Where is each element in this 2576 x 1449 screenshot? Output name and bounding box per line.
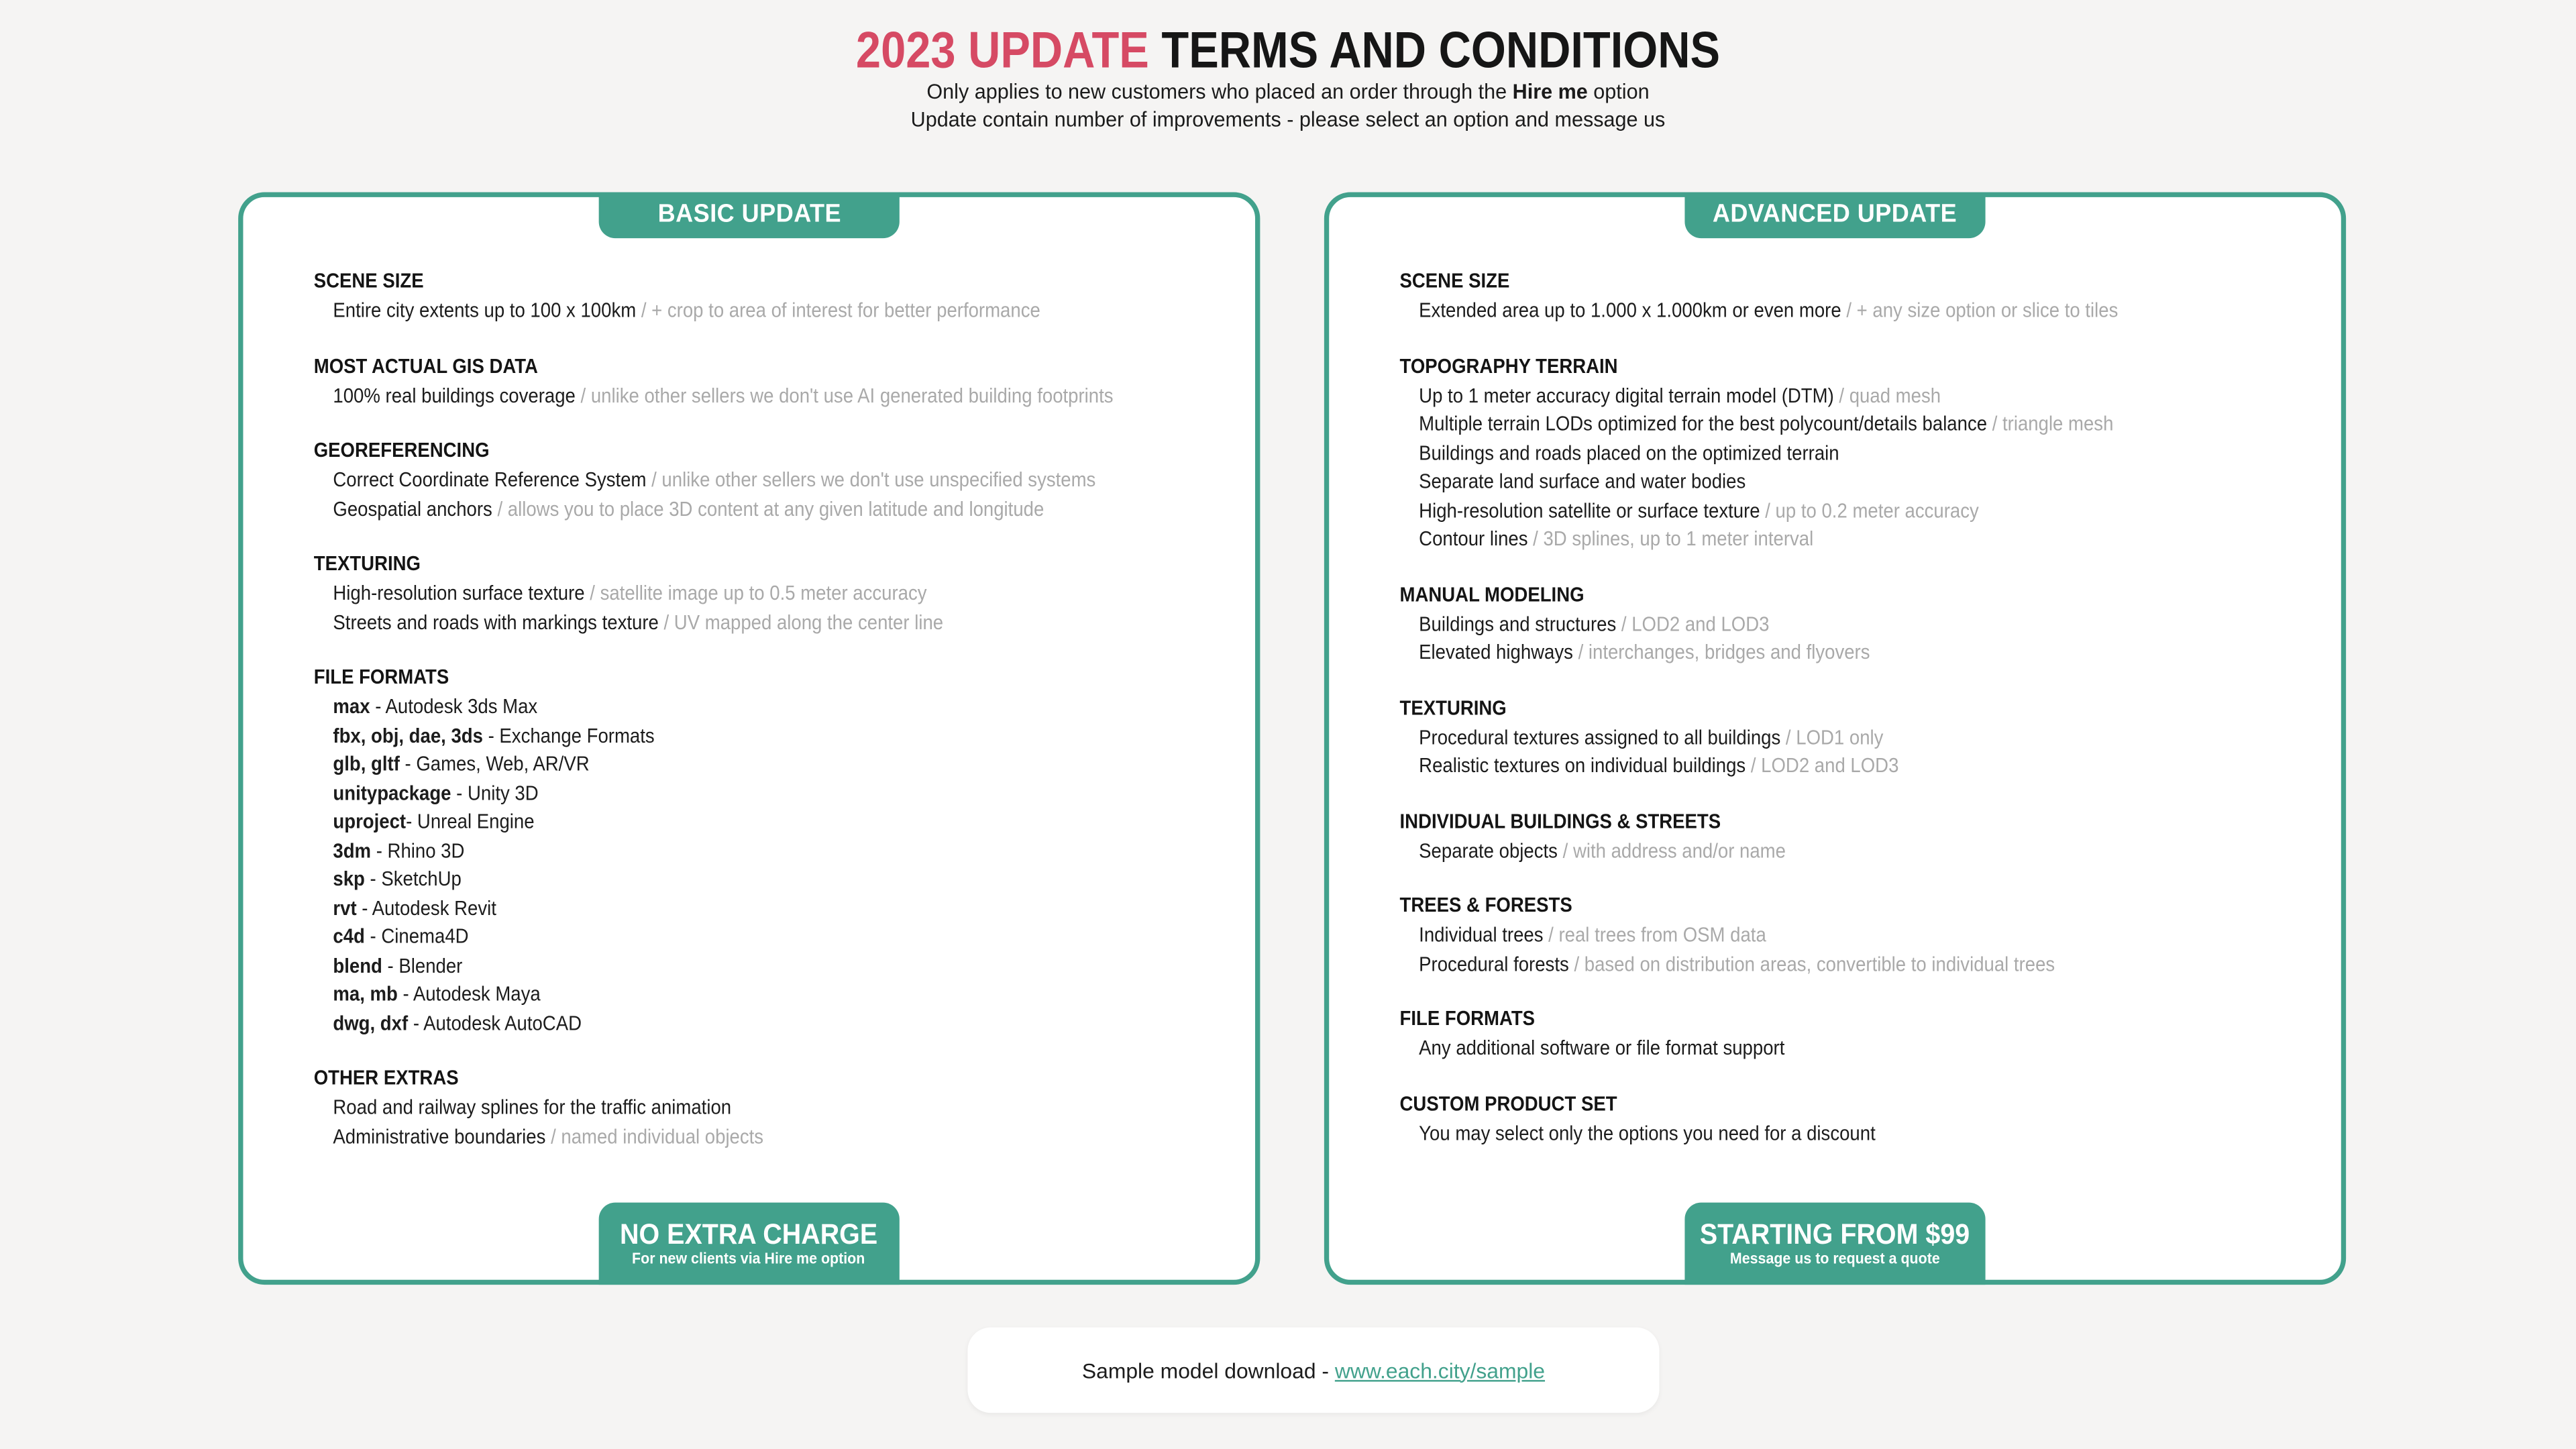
section-heading: INDIVIDUAL BUILDINGS & STREETS	[1399, 809, 1721, 833]
feature-text: - SketchUp	[364, 867, 462, 891]
advanced-update-tab	[1684, 193, 1985, 239]
feature-note: / unlike other sellers we don't use AI generated building footprints	[580, 383, 1114, 407]
subtitle-line-2: Update contain number of improvements - please select an option and message us	[910, 105, 1666, 131]
section-heading: FILE FORMATS	[313, 665, 449, 689]
section-texturing	[1400, 696, 2312, 781]
feature-format: fbx, obj, dae, 3ds	[333, 723, 483, 747]
feature-text: - Autodesk 3ds Max	[370, 694, 538, 718]
sample-download-text: Sample model download -	[1081, 1358, 1335, 1383]
feature-text: 100% real buildings coverage	[333, 383, 581, 407]
section-heading: GEOREFERENCING	[313, 438, 490, 462]
feature-text: Realistic textures on individual buildings	[1419, 754, 1751, 777]
basic-update-content	[314, 270, 1226, 1180]
section-heading: TEXTURING	[313, 551, 421, 576]
section-heading: TREES & FORESTS	[1399, 894, 1572, 917]
feature-format: max	[333, 694, 370, 718]
feature-item	[1400, 411, 2220, 439]
feature-text: - Autodesk AutoCAD	[408, 1011, 582, 1034]
subtitle-bold: Hire me	[1512, 78, 1588, 104]
title-accent: 2023 UPDATE	[855, 21, 1149, 79]
feature-item	[314, 952, 1134, 981]
feature-note: / satellite image up to 0.5 meter accuracy	[590, 581, 927, 605]
feature-item	[314, 722, 1134, 751]
feature-note: / quad mesh	[1839, 383, 1941, 407]
feature-note: / named individual objects	[551, 1124, 764, 1148]
feature-note: / LOD2 and LOD3	[1750, 754, 1899, 777]
feature-format: dwg, dxf	[333, 1011, 409, 1034]
feature-text: Extended area up to 1.000 x 1.000km or even more	[1419, 299, 1847, 323]
subtitle-text: option	[1587, 78, 1650, 104]
section-texturing	[314, 552, 1226, 637]
feature-text: Buildings and roads placed on the optimized terrain	[1419, 441, 1839, 464]
feature-item	[314, 467, 1134, 496]
title-main: TERMS AND CONDITIONS	[1148, 21, 1721, 79]
feature-text: High-resolution satellite or surface texture	[1419, 498, 1766, 522]
feature-item	[314, 1094, 1134, 1123]
feature-text: - Games, Web, AR/VR	[399, 752, 590, 775]
banner-subtitle: Message us to request a quote	[1730, 1250, 1940, 1269]
feature-format: unitypackage	[333, 781, 451, 804]
feature-item	[314, 1010, 1134, 1038]
feature-format: blend	[333, 953, 382, 977]
feature-item	[314, 866, 1134, 895]
feature-text: Individual trees	[1419, 923, 1549, 947]
feature-format: 3dm	[333, 839, 372, 862]
feature-item	[314, 837, 1134, 866]
feature-item	[1400, 382, 2220, 411]
feature-note: / allows you to place 3D content at any given latitude and longitude	[497, 496, 1044, 521]
feature-item	[314, 382, 1134, 411]
feature-note: / interchanges, bridges and flyovers	[1578, 641, 1870, 664]
feature-text: - Autodesk Maya	[397, 982, 541, 1006]
feature-text: Administrative boundaries	[333, 1124, 551, 1148]
section-custom-product-set	[1400, 1091, 2312, 1148]
feature-note: / + crop to area of interest for better performance	[641, 299, 1040, 323]
feature-format: ma, mb	[333, 982, 398, 1006]
feature-text: Separate objects	[1419, 839, 1563, 862]
section-individual-buildings-streets	[1400, 809, 2312, 865]
section-file-formats	[1400, 1007, 2312, 1063]
feature-item	[1400, 922, 2220, 951]
basic-update-card	[238, 193, 1260, 1285]
feature-item	[314, 608, 1134, 637]
feature-item	[1400, 526, 2220, 555]
feature-note: / 3D splines, up to 1 meter interval	[1533, 527, 1814, 551]
feature-item	[314, 981, 1134, 1010]
feature-format: skp	[333, 867, 365, 891]
feature-item	[314, 693, 1134, 722]
feature-format: glb, gltf	[333, 752, 400, 775]
feature-note: / up to 0.2 meter accuracy	[1765, 498, 1979, 522]
section-heading: SCENE SIZE	[313, 269, 424, 292]
feature-item	[1400, 297, 2220, 326]
feature-note: / with address and/or name	[1562, 839, 1786, 862]
feature-item	[314, 495, 1134, 524]
section-heading: MANUAL MODELING	[1399, 582, 1585, 606]
feature-item	[1400, 610, 2220, 639]
feature-text: - Unreal Engine	[406, 810, 535, 833]
feature-item	[314, 894, 1134, 923]
sample-download-link[interactable]: www.each.city/sample	[1334, 1358, 1546, 1383]
feature-text: Correct Coordinate Reference System	[333, 468, 652, 492]
subtitle-text: Only applies to new customers who placed an order through the	[926, 78, 1513, 104]
feature-format: rvt	[333, 896, 357, 920]
section-scene-size	[314, 270, 1226, 326]
section-heading: TEXTURING	[1399, 696, 1507, 719]
feature-text: Geospatial anchors	[333, 496, 498, 521]
feature-item	[314, 923, 1134, 952]
page-header	[0, 23, 2576, 133]
feature-note: / real trees from OSM data	[1548, 923, 1766, 947]
feature-text: Road and railway splines for the traffic animation	[333, 1095, 732, 1119]
feature-item	[314, 780, 1134, 808]
feature-text: - Exchange Formats	[482, 723, 655, 747]
subtitle-line-1	[52, 79, 2524, 106]
banner-title: STARTING FROM $99	[1700, 1217, 1970, 1250]
section-most-actual-gis-data	[314, 354, 1226, 411]
feature-note: / LOD2 and LOD3	[1621, 612, 1770, 635]
feature-note: / UV mapped along the center line	[663, 610, 944, 634]
advanced-update-content	[1400, 270, 2312, 1177]
feature-text: - Unity 3D	[451, 781, 539, 804]
feature-note: / triangle mesh	[1992, 412, 2114, 435]
feature-item	[314, 751, 1134, 780]
feature-text: You may select only the options you need for a discount	[1419, 1121, 1876, 1144]
section-trees-forests	[1400, 894, 2312, 979]
feature-text: Multiple terrain LODs optimized for the best polycount/details balance	[1419, 412, 1992, 435]
feature-text: Up to 1 meter accuracy digital terrain model (DTM)	[1419, 383, 1839, 407]
feature-item	[314, 1123, 1134, 1152]
feature-text: - Blender	[382, 953, 463, 977]
section-heading: CUSTOM PRODUCT SET	[1399, 1091, 1617, 1115]
feature-text: Buildings and structures	[1419, 612, 1621, 635]
feature-item	[314, 297, 1134, 326]
feature-text: Separate land surface and water bodies	[1419, 470, 1746, 493]
sample-download-pill	[967, 1328, 1659, 1413]
feature-item	[1400, 753, 2220, 782]
section-heading: TOPOGRAPHY TERRAIN	[1399, 354, 1618, 378]
banner-subtitle: For new clients via Hire me option	[633, 1250, 866, 1269]
feature-item	[1400, 497, 2220, 526]
feature-item	[1400, 1120, 2220, 1148]
section-file-formats	[314, 665, 1226, 1038]
feature-text: High-resolution surface texture	[333, 581, 590, 605]
section-georeferencing	[314, 439, 1226, 524]
feature-text: Contour lines	[1419, 527, 1534, 551]
feature-text: Procedural textures assigned to all buildings	[1419, 725, 1786, 749]
feature-item	[1400, 639, 2220, 668]
feature-note: / based on distribution areas, convertible to individual trees	[1574, 952, 2055, 975]
feature-text: Streets and roads with markings texture	[333, 610, 664, 634]
section-heading: OTHER EXTRAS	[313, 1066, 459, 1089]
feature-item	[1400, 1035, 2220, 1064]
feature-text: - Autodesk Revit	[356, 896, 496, 920]
section-topography-terrain	[1400, 354, 2312, 555]
feature-note: / unlike other sellers we don't use unspecified systems	[651, 468, 1096, 492]
feature-note: / + any size option or slice to tiles	[1846, 299, 2118, 323]
section-heading: MOST ACTUAL GIS DATA	[313, 354, 538, 378]
section-other-extras	[314, 1066, 1226, 1151]
feature-text: Any additional software or file format support	[1419, 1036, 1785, 1060]
basic-update-banner[interactable]	[599, 1203, 900, 1285]
advanced-update-banner[interactable]	[1684, 1203, 1985, 1285]
feature-item	[314, 580, 1134, 608]
feature-item	[1400, 837, 2220, 866]
advanced-update-card	[1324, 193, 2346, 1285]
feature-item	[1400, 439, 2220, 468]
basic-update-tab-label: BASIC UPDATE	[657, 200, 841, 229]
feature-text: Elevated highways	[1419, 641, 1578, 664]
feature-text: Entire city extents up to 100 x 100km	[333, 299, 641, 323]
feature-item	[314, 808, 1134, 837]
section-heading: FILE FORMATS	[1399, 1007, 1536, 1030]
section-scene-size	[1400, 270, 2312, 326]
basic-update-tab	[599, 193, 900, 239]
feature-text: Procedural forests	[1419, 952, 1574, 975]
feature-item	[1400, 951, 2220, 979]
page-title	[154, 23, 2421, 78]
feature-text: - Cinema4D	[364, 924, 469, 949]
feature-format: c4d	[333, 924, 365, 949]
section-heading: SCENE SIZE	[1399, 269, 1510, 292]
feature-note: / LOD1 only	[1785, 725, 1884, 749]
feature-text: - Rhino 3D	[371, 839, 465, 862]
banner-title: NO EXTRA CHARGE	[620, 1217, 878, 1250]
feature-item	[1400, 468, 2220, 497]
section-manual-modeling	[1400, 582, 2312, 667]
advanced-update-tab-label: ADVANCED UPDATE	[1713, 200, 1957, 229]
feature-item	[1400, 724, 2220, 753]
feature-format: uproject	[333, 810, 407, 833]
